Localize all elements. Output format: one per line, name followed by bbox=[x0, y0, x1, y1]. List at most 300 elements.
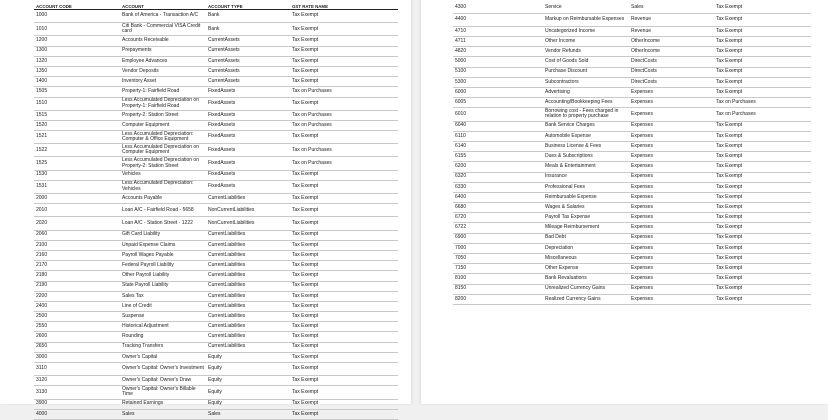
cell-account-code: 3120 bbox=[34, 376, 120, 386]
cell-gst-rate: Tax Exempt bbox=[290, 386, 398, 399]
cell-account-code: 2160 bbox=[34, 250, 120, 260]
cell-account: Less Accumulated Depreciation: Computer & Office Equipment bbox=[120, 131, 206, 144]
table-body-right bbox=[453, 2, 811, 304]
cell-gst-rate: Tax Exempt bbox=[714, 243, 811, 253]
cell-gst-rate: Tax Exempt bbox=[290, 46, 398, 56]
cell-gst-rate: Tax Exempt bbox=[290, 363, 398, 376]
cell-account-type: DirectCosts bbox=[629, 57, 714, 67]
accounts-table-right bbox=[453, 2, 811, 305]
cell-account-type: FixedAssets bbox=[206, 180, 290, 193]
table-row bbox=[34, 36, 398, 46]
table-row bbox=[34, 23, 398, 36]
cell-account-code: 4000 bbox=[34, 409, 120, 419]
cell-gst-rate: Tax on Purchases bbox=[290, 87, 398, 97]
cell-account-type: CurrentLiabilities bbox=[206, 312, 290, 322]
cell-account-code: 1521 bbox=[34, 131, 120, 144]
cell-account: Bank of America - Transaction A/C bbox=[120, 10, 206, 23]
cell-account: Miscellaneous bbox=[543, 254, 629, 264]
cell-account-type: CurrentAssets bbox=[206, 56, 290, 66]
cell-account-type: Bank bbox=[206, 10, 290, 23]
cell-account: Vendor Refunds bbox=[543, 47, 629, 57]
page-right bbox=[421, 0, 828, 404]
cell-account: Payroll Wages Payable bbox=[120, 250, 206, 260]
cell-gst-rate: Tax Exempt bbox=[290, 271, 398, 281]
cell-gst-rate: Tax Exempt bbox=[290, 97, 398, 110]
cell-account-code: 6000 bbox=[453, 88, 543, 98]
header-account-type: ACCOUNT TYPE bbox=[206, 2, 290, 10]
cell-gst-rate: Tax Exempt bbox=[714, 294, 811, 304]
cell-gst-rate: Tax Exempt bbox=[714, 77, 811, 87]
cell-gst-rate: Tax Exempt bbox=[714, 88, 811, 98]
table-row bbox=[453, 26, 811, 36]
cell-account: Line of Credit bbox=[120, 301, 206, 311]
table-row bbox=[453, 203, 811, 213]
cell-account-code: 6330 bbox=[453, 182, 543, 192]
table-row bbox=[453, 284, 811, 294]
cell-account: Computer Equipment bbox=[120, 120, 206, 130]
cell-account-type: CurrentLiabilities bbox=[206, 250, 290, 260]
table-row bbox=[34, 332, 398, 342]
cell-gst-rate: Tax Exempt bbox=[714, 57, 811, 67]
cell-account-code: 2170 bbox=[34, 261, 120, 271]
cell-account: Gift Card Liability bbox=[120, 230, 206, 240]
cell-account: Vehicles bbox=[120, 170, 206, 180]
cell-account-code: 4820 bbox=[453, 47, 543, 57]
cell-account: Property-1: Fairfield Road bbox=[120, 87, 206, 97]
cell-account-code: 4710 bbox=[453, 26, 543, 36]
cell-account-type: Expenses bbox=[629, 131, 714, 141]
cell-account: Accounts Payable bbox=[120, 194, 206, 204]
cell-gst-rate: Tax on Purchases bbox=[290, 157, 398, 170]
cell-account-code: 2400 bbox=[34, 301, 120, 311]
cell-account-type: FixedAssets bbox=[206, 120, 290, 130]
table-row bbox=[34, 10, 398, 23]
cell-account-type: FixedAssets bbox=[206, 144, 290, 157]
cell-account-type: CurrentLiabilities bbox=[206, 301, 290, 311]
cell-account-code: 2600 bbox=[34, 332, 120, 342]
cell-gst-rate: Tax Exempt bbox=[714, 274, 811, 284]
table-row bbox=[34, 66, 398, 76]
cell-account: Bad Debt bbox=[543, 233, 629, 243]
table-row bbox=[453, 88, 811, 98]
table-row bbox=[453, 264, 811, 274]
table-row bbox=[453, 98, 811, 108]
cell-account-code: 1505 bbox=[34, 87, 120, 97]
cell-gst-rate: Tax Exempt bbox=[714, 182, 811, 192]
cell-account: Business License & Fees bbox=[543, 141, 629, 151]
table-row bbox=[453, 172, 811, 182]
page-left bbox=[0, 0, 411, 417]
table-row bbox=[453, 4, 811, 14]
table-row bbox=[453, 152, 811, 162]
table-row bbox=[34, 180, 398, 193]
cell-account-type: Expenses bbox=[629, 162, 714, 172]
table-row bbox=[34, 170, 398, 180]
cell-account-type: FixedAssets bbox=[206, 87, 290, 97]
cell-account-type: CurrentLiabilities bbox=[206, 261, 290, 271]
table-row bbox=[34, 376, 398, 386]
cell-account-code: 1530 bbox=[34, 170, 120, 180]
cell-account-code: 6040 bbox=[453, 121, 543, 131]
cell-account-type: Expenses bbox=[629, 274, 714, 284]
cell-account-type: CurrentAssets bbox=[206, 66, 290, 76]
cell-account-type: Equity bbox=[206, 386, 290, 399]
cell-account: Professional Fees bbox=[543, 182, 629, 192]
cell-account: State Payroll Liability bbox=[120, 281, 206, 291]
table-row bbox=[34, 56, 398, 66]
cell-account: Tracking Transfers bbox=[120, 342, 206, 352]
table-row bbox=[453, 243, 811, 253]
cell-account-type: FixedAssets bbox=[206, 157, 290, 170]
cell-account-code: 6155 bbox=[453, 152, 543, 162]
cell-gst-rate: Tax Exempt bbox=[290, 66, 398, 76]
cell-account: Federal Payroll Liability bbox=[120, 261, 206, 271]
cell-account-code: 1300 bbox=[34, 46, 120, 56]
cell-account-type: FixedAssets bbox=[206, 110, 290, 120]
cell-account-code: 1400 bbox=[34, 77, 120, 87]
cell-account-type: Expenses bbox=[629, 213, 714, 223]
header-account: ACCOUNT bbox=[120, 2, 206, 10]
cell-gst-rate: Tax Exempt bbox=[714, 47, 811, 57]
cell-account-code: 5300 bbox=[453, 77, 543, 87]
table-row bbox=[453, 182, 811, 192]
cell-gst-rate: Tax Exempt bbox=[290, 291, 398, 301]
cell-account-type: DirectCosts bbox=[629, 77, 714, 87]
cell-account-code: 1531 bbox=[34, 180, 120, 193]
cell-account-type: Expenses bbox=[629, 294, 714, 304]
cell-account-type: Equity bbox=[206, 363, 290, 376]
cell-account-code: 6400 bbox=[453, 192, 543, 202]
cell-gst-rate: Tax Exempt bbox=[290, 409, 398, 419]
cell-account-code: 4300 bbox=[453, 4, 543, 14]
cell-gst-rate: Tax on Purchases bbox=[290, 110, 398, 120]
cell-account-code: 5100 bbox=[453, 67, 543, 77]
cell-gst-rate: Tax Exempt bbox=[290, 261, 398, 271]
cell-gst-rate: Tax Exempt bbox=[290, 10, 398, 23]
cell-account: Inventory Asset bbox=[120, 77, 206, 87]
cell-account: Uncategorized Income bbox=[543, 26, 629, 36]
cell-account-code: 3130 bbox=[34, 386, 120, 399]
cell-account: Other Payroll Liability bbox=[120, 271, 206, 281]
cell-account-type: Expenses bbox=[629, 192, 714, 202]
cell-gst-rate: Tax Exempt bbox=[290, 77, 398, 87]
cell-account-type: FixedAssets bbox=[206, 97, 290, 110]
cell-account-type: Expenses bbox=[629, 223, 714, 233]
cell-account-code: 2100 bbox=[34, 240, 120, 250]
cell-gst-rate: Tax Exempt bbox=[290, 170, 398, 180]
table-row bbox=[34, 120, 398, 130]
cell-gst-rate: Tax Exempt bbox=[290, 180, 398, 193]
cell-account: Less Accumulated Depreciation on Property-1: Fairfield Road bbox=[120, 97, 206, 110]
cell-account-type: CurrentAssets bbox=[206, 36, 290, 46]
table-row bbox=[453, 141, 811, 151]
cell-account-type: CurrentLiabilities bbox=[206, 230, 290, 240]
cell-account-type: Bank bbox=[206, 23, 290, 36]
cell-account: Historical Adjustment bbox=[120, 322, 206, 332]
cell-account-type: CurrentLiabilities bbox=[206, 271, 290, 281]
cell-account-type: Revenue bbox=[629, 26, 714, 36]
table-row bbox=[453, 77, 811, 87]
table-row bbox=[453, 13, 811, 26]
cell-account-type: Expenses bbox=[629, 121, 714, 131]
cell-account: Owner's Capital: Owner's Billable Time bbox=[120, 386, 206, 399]
cell-account: Loan A/C - Station Street - 1222 bbox=[120, 217, 206, 230]
cell-account-type: Expenses bbox=[629, 172, 714, 182]
table-row bbox=[34, 204, 398, 217]
table-row bbox=[34, 194, 398, 204]
cell-account-type: Expenses bbox=[629, 284, 714, 294]
cell-account: Dues & Subscriptions bbox=[543, 152, 629, 162]
cell-gst-rate: Tax Exempt bbox=[714, 264, 811, 274]
table-row bbox=[34, 131, 398, 144]
cell-account-type: CurrentLiabilities bbox=[206, 342, 290, 352]
cell-gst-rate: Tax Exempt bbox=[290, 281, 398, 291]
cell-gst-rate: Tax Exempt bbox=[290, 376, 398, 386]
cell-account: Other Expense bbox=[543, 264, 629, 274]
table-row bbox=[453, 47, 811, 57]
cell-account-code: 6320 bbox=[453, 172, 543, 182]
table-row bbox=[453, 162, 811, 172]
cell-account-type: CurrentAssets bbox=[206, 46, 290, 56]
cell-gst-rate: Tax Exempt bbox=[714, 213, 811, 223]
cell-account-code: 2180 bbox=[34, 271, 120, 281]
cell-gst-rate: Tax Exempt bbox=[290, 217, 398, 230]
table-row bbox=[34, 97, 398, 110]
cell-account-type: Equity bbox=[206, 352, 290, 362]
cell-account-code: 2550 bbox=[34, 322, 120, 332]
cell-account-code: 6680 bbox=[453, 203, 543, 213]
table-row bbox=[34, 250, 398, 260]
cell-account-code: 1010 bbox=[34, 23, 120, 36]
cell-account-type: CurrentLiabilities bbox=[206, 240, 290, 250]
cell-account-type: FixedAssets bbox=[206, 131, 290, 144]
cell-account: Less Accumulated Depreciation: Vehicles bbox=[120, 180, 206, 193]
cell-gst-rate: Tax Exempt bbox=[290, 342, 398, 352]
cell-account-code: 5000 bbox=[453, 57, 543, 67]
table-row bbox=[34, 363, 398, 376]
table-row bbox=[34, 342, 398, 352]
cell-account-code: 1320 bbox=[34, 56, 120, 66]
cell-account-code: 1200 bbox=[34, 36, 120, 46]
cell-account: Wages & Salaries bbox=[543, 203, 629, 213]
table-row bbox=[34, 77, 398, 87]
cell-gst-rate: Tax Exempt bbox=[290, 240, 398, 250]
cell-account: Sales bbox=[120, 409, 206, 419]
cell-account-type: NonCurrentLiabilities bbox=[206, 217, 290, 230]
table-row bbox=[34, 261, 398, 271]
table-row bbox=[453, 213, 811, 223]
cell-account: Service bbox=[543, 4, 629, 14]
cell-account-code: 6010 bbox=[453, 108, 543, 121]
cell-account-code: 7050 bbox=[453, 254, 543, 264]
cell-gst-rate: Tax Exempt bbox=[290, 322, 398, 332]
cell-gst-rate: Tax Exempt bbox=[290, 36, 398, 46]
cell-gst-rate: Tax Exempt bbox=[290, 301, 398, 311]
cell-account: Advertising bbox=[543, 88, 629, 98]
cell-account: Bank Revaluations bbox=[543, 274, 629, 284]
cell-gst-rate: Tax Exempt bbox=[290, 230, 398, 240]
table-row bbox=[34, 281, 398, 291]
table-row bbox=[453, 294, 811, 304]
cell-account: Markup on Reimbursable Expenses bbox=[543, 13, 629, 26]
cell-account-code: 2190 bbox=[34, 281, 120, 291]
cell-account-type: Expenses bbox=[629, 152, 714, 162]
cell-account-code: 3000 bbox=[34, 352, 120, 362]
accounts-table-left bbox=[34, 2, 398, 420]
cell-account-type: Equity bbox=[206, 399, 290, 409]
table-row bbox=[34, 230, 398, 240]
table-row bbox=[34, 157, 398, 170]
cell-account-type: CurrentLiabilities bbox=[206, 194, 290, 204]
cell-account-code: 4400 bbox=[453, 13, 543, 26]
table-row bbox=[34, 240, 398, 250]
cell-account-code: 1000 bbox=[34, 10, 120, 23]
cell-account-code: 2500 bbox=[34, 312, 120, 322]
cell-account: Bank Service Charges bbox=[543, 121, 629, 131]
cell-account-code: 1515 bbox=[34, 110, 120, 120]
cell-account-code: 6005 bbox=[453, 98, 543, 108]
cell-account-type: Expenses bbox=[629, 254, 714, 264]
cell-account: Purchase Discount bbox=[543, 67, 629, 77]
table-row bbox=[34, 399, 398, 409]
cell-account-type: Sales bbox=[206, 409, 290, 419]
cell-gst-rate: Tax Exempt bbox=[290, 194, 398, 204]
cell-account-code: 1525 bbox=[34, 157, 120, 170]
table-row bbox=[453, 274, 811, 284]
cell-account: Less Accumulated Depreciation on Computer Equipment bbox=[120, 144, 206, 157]
cell-account: Owner's Capital bbox=[120, 352, 206, 362]
cell-account: Owner's Capital: Owner's Investment bbox=[120, 363, 206, 376]
cell-gst-rate: Tax Exempt bbox=[714, 203, 811, 213]
table-row bbox=[34, 409, 398, 419]
cell-account-type: Sales bbox=[629, 4, 714, 14]
cell-account: Retained Earnings bbox=[120, 399, 206, 409]
cell-account-code: 6140 bbox=[453, 141, 543, 151]
cell-gst-rate: Tax Exempt bbox=[714, 162, 811, 172]
cell-account-code: 2010 bbox=[34, 204, 120, 217]
cell-gst-rate: Tax Exempt bbox=[290, 332, 398, 342]
cell-account-code: 1520 bbox=[34, 120, 120, 130]
cell-account-code: 1350 bbox=[34, 66, 120, 76]
table-row bbox=[453, 121, 811, 131]
cell-account: Prepayments bbox=[120, 46, 206, 56]
cell-gst-rate: Tax Exempt bbox=[714, 131, 811, 141]
cell-account-type: FixedAssets bbox=[206, 170, 290, 180]
cell-account: Unrealized Currency Gains bbox=[543, 284, 629, 294]
cell-gst-rate: Tax Exempt bbox=[290, 250, 398, 260]
cell-account-type: CurrentAssets bbox=[206, 77, 290, 87]
cell-account: Reimbursable Expense bbox=[543, 192, 629, 202]
cell-gst-rate: Tax Exempt bbox=[714, 4, 811, 14]
table-row bbox=[34, 144, 398, 157]
cell-account-type: CurrentLiabilities bbox=[206, 322, 290, 332]
cell-account-code: 4711 bbox=[453, 37, 543, 47]
cell-gst-rate: Tax Exempt bbox=[714, 141, 811, 151]
cell-gst-rate: Tax Exempt bbox=[714, 233, 811, 243]
cell-gst-rate: Tax Exempt bbox=[290, 131, 398, 144]
cell-account-code: 2200 bbox=[34, 291, 120, 301]
cell-account-type: OtherIncome bbox=[629, 37, 714, 47]
cell-gst-rate: Tax Exempt bbox=[714, 223, 811, 233]
cell-account-code: 6720 bbox=[453, 213, 543, 223]
cell-account: Unpaid Expense Claims bbox=[120, 240, 206, 250]
cell-gst-rate: Tax Exempt bbox=[714, 172, 811, 182]
header-account-code: ACCOUNT CODE bbox=[34, 2, 120, 10]
cell-account-code: 3110 bbox=[34, 363, 120, 376]
cell-account: Mileage Reimbursement bbox=[543, 223, 629, 233]
cell-account-code: 6110 bbox=[453, 131, 543, 141]
table-row bbox=[453, 37, 811, 47]
cell-account: Depreciation bbox=[543, 243, 629, 253]
cell-account-type: Equity bbox=[206, 376, 290, 386]
cell-account-type: CurrentLiabilities bbox=[206, 332, 290, 342]
cell-account-code: 8200 bbox=[453, 294, 543, 304]
cell-gst-rate: Tax Exempt bbox=[714, 67, 811, 77]
table-row bbox=[34, 352, 398, 362]
table-row bbox=[34, 46, 398, 56]
cell-account-type: Revenue bbox=[629, 13, 714, 26]
table-row bbox=[34, 110, 398, 120]
cell-account-code: 1522 bbox=[34, 144, 120, 157]
header-gst-rate-name: GST RATE NAME bbox=[290, 2, 398, 10]
cell-account-type: Expenses bbox=[629, 108, 714, 121]
cell-account: Suspense bbox=[120, 312, 206, 322]
table-body-left bbox=[34, 10, 398, 420]
cell-account-type: Expenses bbox=[629, 243, 714, 253]
cell-account: Sales Tax bbox=[120, 291, 206, 301]
cell-gst-rate: Tax Exempt bbox=[714, 37, 811, 47]
table-row bbox=[34, 87, 398, 97]
cell-account-type: Expenses bbox=[629, 203, 714, 213]
cell-account-type: Expenses bbox=[629, 98, 714, 108]
cell-account-code: 2000 bbox=[34, 194, 120, 204]
cell-account-code: 7150 bbox=[453, 264, 543, 274]
table-row bbox=[34, 312, 398, 322]
cell-account-code: 8100 bbox=[453, 274, 543, 284]
table-row bbox=[453, 131, 811, 141]
cell-account-code: 2060 bbox=[34, 230, 120, 240]
cell-gst-rate: Tax Exempt bbox=[290, 56, 398, 66]
cell-account-type: OtherIncome bbox=[629, 47, 714, 57]
cell-account: Accounting/Bookkeeping Fees bbox=[543, 98, 629, 108]
cell-gst-rate: Tax Exempt bbox=[290, 23, 398, 36]
cell-account-code: 2650 bbox=[34, 342, 120, 352]
cell-gst-rate: Tax Exempt bbox=[290, 312, 398, 322]
cell-account: Realized Currency Gains bbox=[543, 294, 629, 304]
cell-account: Payroll Tax Expense bbox=[543, 213, 629, 223]
table-row bbox=[34, 291, 398, 301]
cell-account-code: 7000 bbox=[453, 243, 543, 253]
cell-account: Owner's Capital: Owner's Draw bbox=[120, 376, 206, 386]
cell-account-code: 3900 bbox=[34, 399, 120, 409]
table-row bbox=[34, 386, 398, 399]
cell-account: Rounding bbox=[120, 332, 206, 342]
cell-gst-rate: Tax Exempt bbox=[714, 284, 811, 294]
cell-account-type: Expenses bbox=[629, 182, 714, 192]
cell-account: Less Accumulated Depreciation on Property-2: Station Street bbox=[120, 157, 206, 170]
cell-account-type: CurrentLiabilities bbox=[206, 291, 290, 301]
table-row bbox=[34, 271, 398, 281]
cell-account-code: 6722 bbox=[453, 223, 543, 233]
cell-gst-rate: Tax Exempt bbox=[714, 121, 811, 131]
cell-gst-rate: Tax Exempt bbox=[290, 399, 398, 409]
cell-account-type: Expenses bbox=[629, 264, 714, 274]
cell-account-type: NonCurrentLiabilities bbox=[206, 204, 290, 217]
cell-account-code: 1510 bbox=[34, 97, 120, 110]
cell-gst-rate: Tax on Purchases bbox=[290, 144, 398, 157]
cell-account: Borrowing cost - Fees charged in relation to property purchase bbox=[543, 108, 629, 121]
cell-gst-rate: Tax Exempt bbox=[714, 13, 811, 26]
